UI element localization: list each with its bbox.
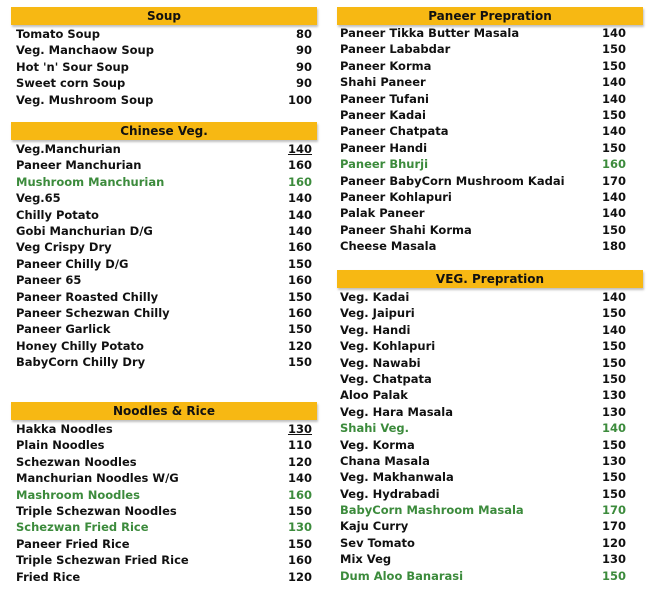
item-price: 150 bbox=[287, 355, 312, 370]
item-price: 150 bbox=[601, 568, 626, 583]
item-name: Honey Chilly Potato bbox=[16, 338, 144, 353]
item-price: 140 bbox=[287, 142, 312, 156]
item-name: Hot 'n' Sour Soup bbox=[16, 59, 129, 74]
item-price: 130 bbox=[601, 404, 626, 419]
menu-item bbox=[340, 189, 626, 205]
menu-item bbox=[16, 289, 312, 305]
menu-item bbox=[340, 551, 626, 567]
chinese-veg-section bbox=[11, 122, 317, 370]
item-price: 150 bbox=[287, 536, 312, 551]
item-name: Paneer Fried Rice bbox=[16, 536, 130, 551]
item-name: Sev Tomato bbox=[340, 535, 415, 550]
item-price: 150 bbox=[287, 322, 312, 337]
menu-item bbox=[16, 190, 312, 206]
item-name: Paneer Tikka Butter Masala bbox=[340, 26, 520, 40]
item-price: 140 bbox=[601, 91, 626, 106]
item-price: 160 bbox=[287, 174, 312, 189]
soup-list bbox=[11, 26, 317, 108]
item-name: Gobi Manchurian D/G bbox=[16, 223, 153, 238]
item-price: 150 bbox=[601, 470, 626, 485]
menu-item bbox=[340, 289, 626, 305]
item-price: 170 bbox=[601, 173, 626, 188]
item-price: 150 bbox=[287, 289, 312, 304]
item-name: Plain Noodles bbox=[16, 438, 105, 453]
item-price: 130 bbox=[287, 422, 312, 436]
noodles-rice-section bbox=[11, 402, 317, 585]
menu-item bbox=[16, 174, 312, 190]
item-price: 140 bbox=[601, 75, 626, 90]
item-name: Fried Rice bbox=[16, 569, 81, 584]
item-price: 150 bbox=[601, 486, 626, 501]
item-price: 80 bbox=[295, 27, 312, 41]
item-price: 150 bbox=[601, 437, 626, 452]
menu-item bbox=[16, 338, 312, 354]
item-name: Veg. Hara Masala bbox=[340, 404, 454, 419]
veg-section bbox=[337, 270, 643, 584]
menu-item bbox=[16, 470, 312, 486]
item-name: Veg. Handi bbox=[340, 322, 411, 337]
item-price: 150 bbox=[601, 355, 626, 370]
item-name: Paneer Bhurji bbox=[340, 157, 429, 172]
item-price: 140 bbox=[601, 124, 626, 139]
menu-item bbox=[340, 238, 626, 254]
item-name: Cheese Masala bbox=[340, 239, 437, 254]
item-price: 140 bbox=[601, 322, 626, 337]
item-name: Paneer Garlick bbox=[16, 322, 111, 337]
item-name: Dum Aloo Banarasi bbox=[340, 568, 464, 583]
item-name: Paneer Chatpata bbox=[340, 124, 449, 139]
item-price: 170 bbox=[601, 519, 626, 534]
item-price: 170 bbox=[601, 503, 626, 518]
item-price: 150 bbox=[601, 339, 626, 354]
item-name: Veg. Korma bbox=[340, 437, 415, 452]
item-price: 160 bbox=[287, 305, 312, 320]
item-price: 120 bbox=[287, 338, 312, 353]
item-name: Paneer Kohlapuri bbox=[340, 189, 452, 204]
item-name: Triple Schezwan Fried Rice bbox=[16, 553, 189, 568]
menu-item bbox=[16, 92, 312, 108]
item-price: 160 bbox=[287, 553, 312, 568]
item-price: 140 bbox=[601, 26, 626, 40]
item-name: Paneer Shahi Korma bbox=[340, 222, 472, 237]
item-name: Schezwan Fried Rice bbox=[16, 520, 149, 535]
soup-section bbox=[11, 7, 317, 108]
menu-item bbox=[340, 355, 626, 371]
item-name: Paneer Tufani bbox=[340, 91, 430, 106]
item-name: Veg. Makhanwala bbox=[340, 470, 454, 485]
item-price: 120 bbox=[287, 569, 312, 584]
veg-list bbox=[337, 289, 643, 584]
item-name: Paneer Chilly D/G bbox=[16, 256, 129, 271]
item-price: 160 bbox=[287, 273, 312, 288]
item-price: 150 bbox=[601, 42, 626, 57]
menu-item bbox=[340, 123, 626, 139]
item-name: Sweet corn Soup bbox=[16, 76, 126, 91]
item-price: 150 bbox=[287, 503, 312, 518]
menu-item bbox=[16, 26, 312, 42]
menu-item bbox=[16, 272, 312, 288]
menu-item bbox=[16, 141, 312, 157]
menu-item bbox=[16, 305, 312, 321]
menu-item bbox=[340, 469, 626, 485]
item-name: Aloo Palak bbox=[340, 388, 408, 403]
item-name: Veg. Kadai bbox=[340, 290, 410, 304]
item-price: 140 bbox=[601, 421, 626, 436]
item-price: 130 bbox=[287, 520, 312, 535]
item-price: 140 bbox=[601, 189, 626, 204]
item-name: Veg. Jaipuri bbox=[340, 306, 415, 321]
menu-item bbox=[16, 421, 312, 437]
menu-item bbox=[16, 519, 312, 535]
item-price: 150 bbox=[601, 140, 626, 155]
menu-item bbox=[340, 453, 626, 469]
item-name: Mushroom Manchurian bbox=[16, 174, 165, 189]
item-price: 150 bbox=[601, 306, 626, 321]
item-price: 150 bbox=[287, 256, 312, 271]
section-header-veg: VEG. Prepration bbox=[337, 270, 643, 288]
menu-item bbox=[340, 58, 626, 74]
item-name: Paneer Korma bbox=[340, 58, 432, 73]
menu-item bbox=[16, 503, 312, 519]
item-name: Triple Schezwan Noodles bbox=[16, 503, 177, 518]
menu-item bbox=[16, 75, 312, 91]
item-price: 150 bbox=[601, 371, 626, 386]
section-header-paneer: Paneer Prepration bbox=[337, 7, 643, 25]
item-name: BabyCorn Chilly Dry bbox=[16, 355, 146, 370]
chinese-veg-list bbox=[11, 141, 317, 370]
item-name: Paneer Manchurian bbox=[16, 158, 142, 173]
item-name: BabyCorn Mashroom Masala bbox=[340, 503, 524, 518]
item-price: 160 bbox=[287, 487, 312, 502]
item-name: Paneer Handi bbox=[340, 140, 428, 155]
item-name: Veg. Mushroom Soup bbox=[16, 92, 154, 107]
item-name: Veg. Manchaow Soup bbox=[16, 43, 154, 58]
item-price: 90 bbox=[295, 43, 312, 58]
menu-item bbox=[16, 256, 312, 272]
menu-item bbox=[16, 42, 312, 58]
item-price: 150 bbox=[601, 58, 626, 73]
item-price: 180 bbox=[601, 239, 626, 254]
menu-item bbox=[340, 91, 626, 107]
menu-item bbox=[340, 404, 626, 420]
item-name: Veg.65 bbox=[16, 191, 61, 206]
menu-item bbox=[340, 222, 626, 238]
item-name: Kaju Curry bbox=[340, 519, 409, 534]
item-price: 90 bbox=[295, 76, 312, 91]
item-name: Shahi Veg. bbox=[340, 421, 410, 436]
item-price: 150 bbox=[601, 222, 626, 237]
noodles-rice-list bbox=[11, 421, 317, 585]
paneer-list bbox=[337, 25, 643, 254]
menu-item bbox=[16, 487, 312, 503]
item-price: 140 bbox=[287, 471, 312, 486]
item-price: 150 bbox=[601, 107, 626, 122]
item-name: Palak Paneer bbox=[340, 206, 425, 221]
menu-item bbox=[340, 420, 626, 436]
menu-item bbox=[340, 338, 626, 354]
item-price: 100 bbox=[287, 92, 312, 107]
menu-item bbox=[340, 371, 626, 387]
item-name: Paneer BabyCorn Mushroom Kadai bbox=[340, 173, 565, 188]
item-price: 140 bbox=[287, 223, 312, 238]
item-price: 130 bbox=[601, 552, 626, 567]
item-name: Veg. Kohlapuri bbox=[340, 339, 436, 354]
item-name: Paneer Schezwan Chilly bbox=[16, 305, 170, 320]
menu-item bbox=[16, 223, 312, 239]
menu-item bbox=[340, 156, 626, 172]
item-price: 140 bbox=[601, 290, 626, 304]
menu-item bbox=[16, 437, 312, 453]
item-price: 140 bbox=[601, 206, 626, 221]
item-name: Chilly Potato bbox=[16, 207, 99, 222]
item-name: Mashroom Noodles bbox=[16, 487, 140, 502]
menu-item bbox=[340, 568, 626, 584]
item-name: Mix Veg bbox=[340, 552, 392, 567]
menu-item bbox=[16, 454, 312, 470]
menu-item bbox=[340, 486, 626, 502]
menu-item bbox=[16, 552, 312, 568]
item-name: Chana Masala bbox=[340, 453, 430, 468]
menu-item bbox=[16, 239, 312, 255]
section-header-soup: Soup bbox=[11, 7, 317, 25]
item-name: Paneer Kadai bbox=[340, 107, 426, 122]
item-name: Veg. Nawabi bbox=[340, 355, 421, 370]
menu-item bbox=[340, 41, 626, 57]
menu-item bbox=[16, 536, 312, 552]
menu-item bbox=[16, 321, 312, 337]
item-price: 90 bbox=[295, 59, 312, 74]
menu-item bbox=[340, 387, 626, 403]
menu-item bbox=[340, 74, 626, 90]
menu-item bbox=[340, 518, 626, 534]
item-price: 160 bbox=[287, 158, 312, 173]
item-price: 160 bbox=[601, 157, 626, 172]
item-name: Veg.Manchurian bbox=[16, 142, 121, 156]
section-header-noodles-rice: Noodles & Rice bbox=[11, 402, 317, 420]
item-name: Tomato Soup bbox=[16, 27, 100, 41]
menu-item bbox=[340, 502, 626, 518]
section-header-chinese-veg: Chinese Veg. bbox=[11, 122, 317, 140]
item-price: 130 bbox=[601, 388, 626, 403]
menu-item bbox=[340, 205, 626, 221]
item-name: Paneer 65 bbox=[16, 273, 82, 288]
item-price: 140 bbox=[287, 191, 312, 206]
menu-item bbox=[340, 25, 626, 41]
paneer-section bbox=[337, 7, 643, 254]
item-name: Veg Crispy Dry bbox=[16, 240, 112, 255]
item-price: 120 bbox=[287, 454, 312, 469]
item-price: 140 bbox=[287, 207, 312, 222]
item-name: Manchurian Noodles W/G bbox=[16, 471, 179, 486]
menu-item bbox=[340, 322, 626, 338]
menu-item bbox=[16, 157, 312, 173]
item-name: Veg. Hydrabadi bbox=[340, 486, 440, 501]
item-price: 160 bbox=[287, 240, 312, 255]
item-price: 110 bbox=[287, 438, 312, 453]
item-name: Veg. Chatpata bbox=[340, 371, 432, 386]
item-price: 130 bbox=[601, 453, 626, 468]
menu-item bbox=[16, 354, 312, 370]
menu-item bbox=[340, 140, 626, 156]
item-name: Paneer Roasted Chilly bbox=[16, 289, 159, 304]
menu-item bbox=[16, 207, 312, 223]
menu-item bbox=[340, 535, 626, 551]
menu-item bbox=[340, 437, 626, 453]
menu-item bbox=[16, 59, 312, 75]
menu-item bbox=[340, 107, 626, 123]
menu-item bbox=[16, 569, 312, 585]
item-price: 120 bbox=[601, 535, 626, 550]
item-name: Shahi Paneer bbox=[340, 75, 426, 90]
menu-item bbox=[340, 173, 626, 189]
item-name: Hakka Noodles bbox=[16, 422, 113, 436]
item-name: Schezwan Noodles bbox=[16, 454, 137, 469]
menu-item bbox=[340, 305, 626, 321]
item-name: Paneer Lababdar bbox=[340, 42, 451, 57]
